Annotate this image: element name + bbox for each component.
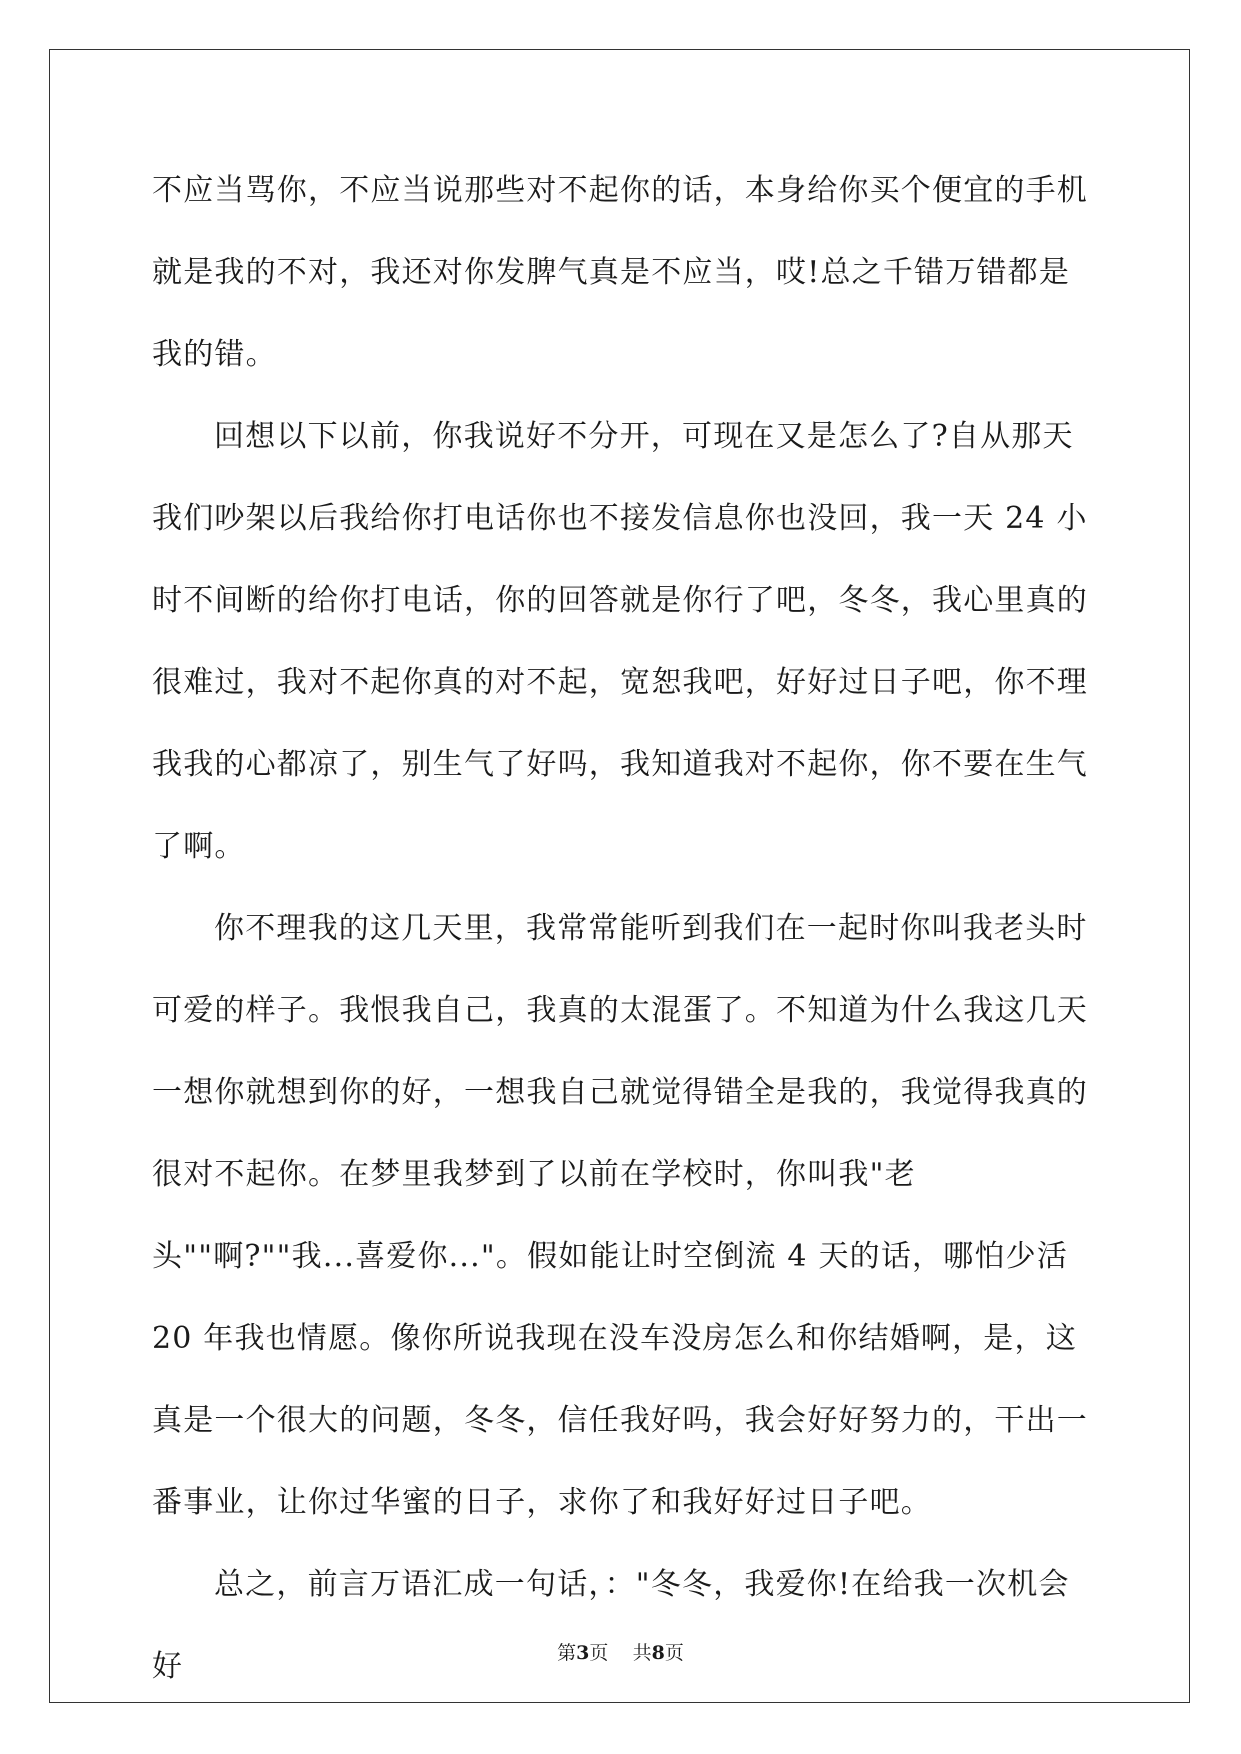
total-page-number: 8 [651, 1642, 665, 1664]
document-body [152, 150, 1092, 1708]
page-prefix: 第 [557, 1642, 577, 1664]
total-prefix: 共 [632, 1642, 652, 1664]
page-suffix: 页 [589, 1642, 609, 1664]
current-page-number: 3 [576, 1642, 590, 1664]
paragraph-4: 总之，前言万语汇成一句话，："冬冬，我爱你!在给我一次机会好 [152, 1567, 1070, 1684]
paragraph-1: 不应当骂你，不应当说那些对不起你的话，本身给你买个便宜的手机就是我的不对，我还对你发脾气真是不应当，哎!总之千错万错都是我的错。 [152, 173, 1088, 372]
paragraph-2: 回想以下以前，你我说好不分开，可现在又是怎么了?自从那天我们吵架以后我给你打电话你也不接发信息你也没回，我一天 24 小时不间断的给你打电话，你的回答就是你行了吧，冬冬，我心里真的很难过，我对不起你真的对不起，宽恕我吧，好好过日子吧，你不理我我的心都凉了，别生气了好吗，我知道我对不起你，你不要在生气了啊。 [152, 419, 1088, 864]
paragraph-3: 你不理我的这几天里，我常常能听到我们在一起时你叫我老头时可爱的样子。我恨我自己，我真的太混蛋了。不知道为什么我这几天一想你就想到你的好，一想我自己就觉得错全是我的，我觉得我真的很对不起你。在梦里我梦到了以前在学校时，你叫我"老头""啊?""我...喜爱你..."。假如能让时空倒流 4 天的话，哪怕少活 20 年我也情愿。像你所说我现在没车没房怎么和你结婚啊，是，这真是一个很大的问题，冬冬，信任我好吗，我会好好努力的，干出一番事业，让你过华蜜的日子，求你了和我好好过日子吧。 [152, 911, 1088, 1520]
page-footer [0, 1638, 1241, 1665]
total-suffix: 页 [664, 1642, 684, 1664]
